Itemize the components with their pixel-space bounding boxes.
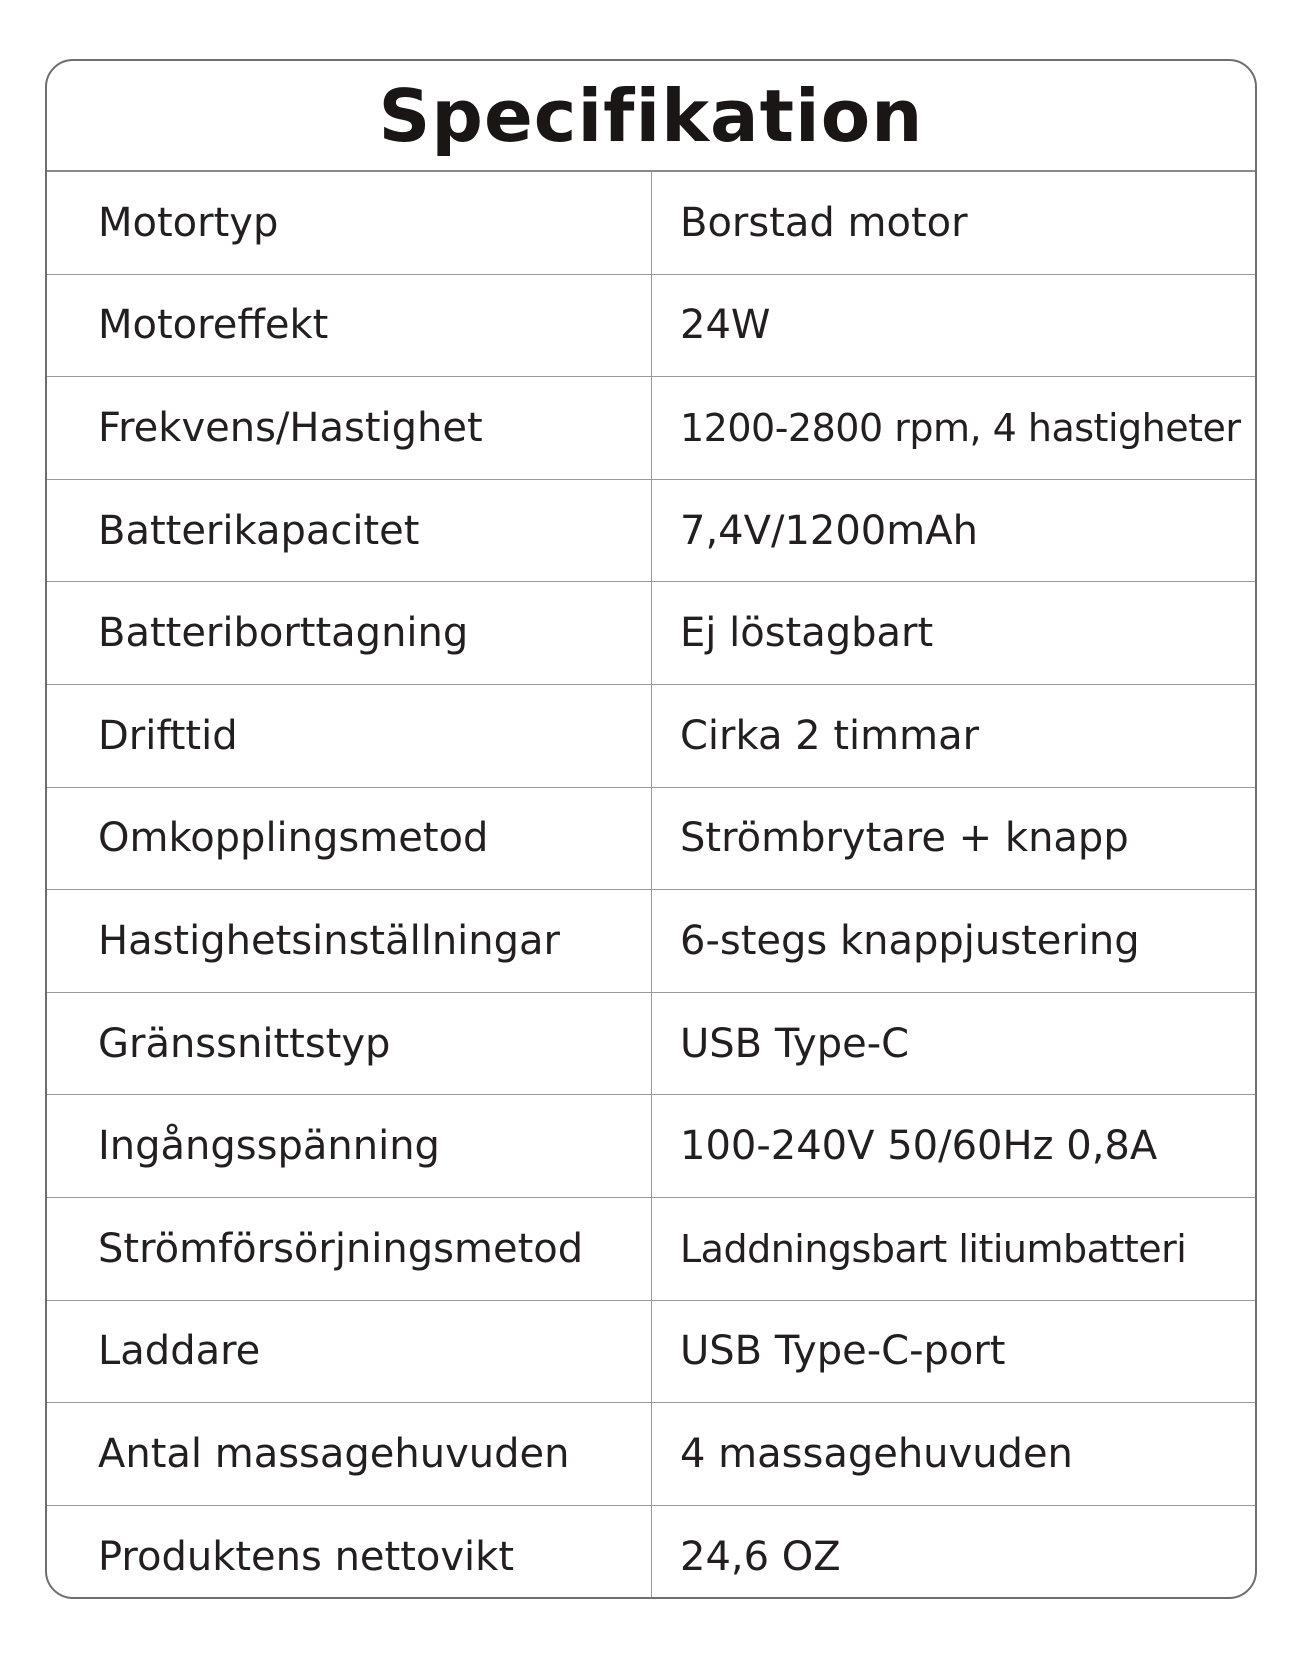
table-row bbox=[47, 1095, 1255, 1198]
row-value-ingangsspanning: 100-240V 50/60Hz 0,8A bbox=[680, 1123, 1158, 1170]
table-row bbox=[47, 582, 1255, 685]
spec-table bbox=[47, 172, 1255, 1599]
row-value-batterikapacitet: 7,4V/1200mAh bbox=[680, 507, 978, 554]
row-value-nettovikt: 24,6 OZ bbox=[680, 1534, 841, 1581]
row-value-omkopplingsmetod: Strömbrytare + knapp bbox=[680, 815, 1129, 862]
table-row bbox=[47, 480, 1255, 583]
row-label-nettovikt: Produktens nettovikt bbox=[47, 1506, 652, 1599]
table-row bbox=[47, 788, 1255, 891]
table-row bbox=[47, 172, 1255, 275]
row-value-drifttid: Cirka 2 timmar bbox=[680, 712, 980, 759]
page-title: Specifikation bbox=[47, 61, 1255, 172]
row-label-laddare: Laddare bbox=[47, 1301, 652, 1403]
table-row bbox=[47, 377, 1255, 480]
row-label-stromforsorjningsmetod: Strömförsörjningsmetod bbox=[47, 1198, 652, 1300]
row-label-batteriborttagning: Batteriborttagning bbox=[47, 582, 652, 684]
table-row bbox=[47, 1506, 1255, 1599]
row-label-frekvens: Frekvens/Hastighet bbox=[47, 377, 652, 479]
row-value-motoreffekt: 24W bbox=[680, 302, 771, 349]
row-label-antal-massagehuvuden: Antal massagehuvuden bbox=[47, 1403, 652, 1505]
row-value-granssnittstyp: USB Type-C bbox=[680, 1020, 910, 1067]
row-label-motoreffekt: Motoreffekt bbox=[47, 275, 652, 377]
row-label-hastighetsinstallningar: Hastighetsinställningar bbox=[47, 890, 652, 992]
row-label-omkopplingsmetod: Omkopplingsmetod bbox=[47, 788, 652, 890]
row-value-laddare: USB Type-C-port bbox=[680, 1328, 1006, 1375]
row-value-motortyp: Borstad motor bbox=[680, 199, 968, 246]
table-row bbox=[47, 685, 1255, 788]
table-row bbox=[47, 890, 1255, 993]
table-row bbox=[47, 1198, 1255, 1301]
table-row bbox=[47, 1403, 1255, 1506]
row-value-batteriborttagning: Ej löstagbart bbox=[680, 610, 934, 657]
table-row bbox=[47, 1301, 1255, 1404]
table-row bbox=[47, 275, 1255, 378]
row-label-batterikapacitet: Batterikapacitet bbox=[47, 480, 652, 582]
spec-card bbox=[45, 59, 1257, 1599]
row-label-motortyp: Motortyp bbox=[47, 172, 652, 274]
row-value-frekvens: 1200-2800 rpm, 4 hastigheter bbox=[680, 405, 1241, 450]
row-value-hastighetsinstallningar: 6-stegs knappjustering bbox=[680, 917, 1140, 964]
row-label-ingangsspanning: Ingångsspänning bbox=[47, 1095, 652, 1197]
row-value-stromforsorjningsmetod: Laddningsbart litiumbatteri bbox=[680, 1226, 1187, 1271]
row-label-granssnittstyp: Gränssnittstyp bbox=[47, 993, 652, 1095]
row-value-antal-massagehuvuden: 4 massagehuvuden bbox=[680, 1430, 1073, 1477]
table-row bbox=[47, 993, 1255, 1096]
row-label-drifttid: Drifttid bbox=[47, 685, 652, 787]
